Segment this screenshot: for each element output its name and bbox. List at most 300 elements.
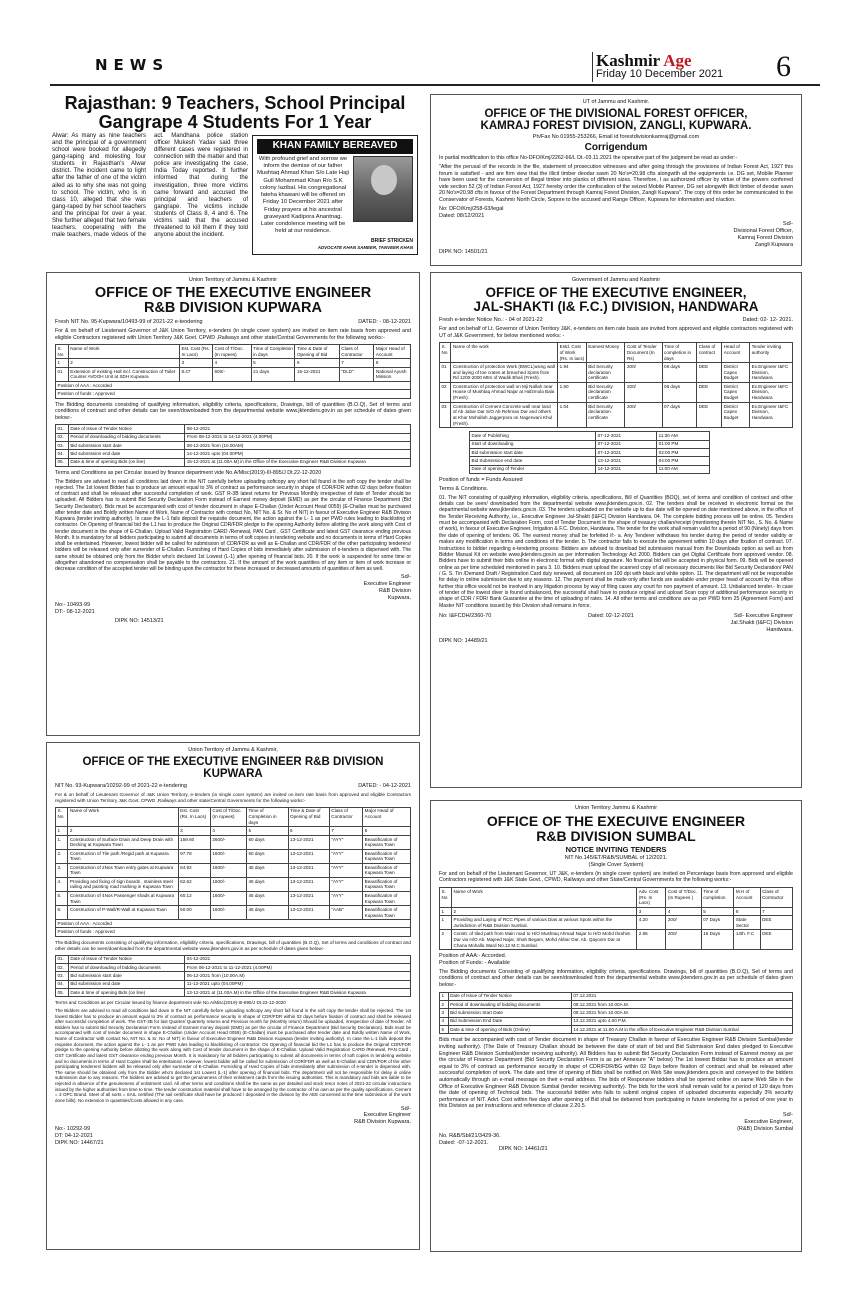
ad-signature (55, 574, 411, 602)
table-cell: 15-12-2021 at (11.00A.M) in the Office of the Executive Engineer R&B Division Kupwara (185, 458, 411, 466)
table-cell: District Capex Budget (722, 402, 750, 428)
table-cell: 13-12-2021 at (11.00A.M) in the Office of the Executive Engineer R&B Division Kupwara (185, 988, 411, 996)
table-row (56, 892, 411, 906)
ad-title-line-1: OFFICE OF THE EXECUTIVE ENGINEER (94, 284, 372, 301)
table-row (56, 980, 411, 988)
table-header-cell: Cost of Tender Document (In Rs) (625, 343, 662, 363)
ad-dated: Dated: 02- 12- 2021. (742, 317, 793, 324)
ad-ref-dated: DT:- 08-12-2021 (55, 608, 95, 615)
page-number: 6 (776, 50, 791, 83)
ad-title-line-2: KAMRAJ FOREST DIVISION, ZANGLI, KUPWARA. (480, 119, 752, 132)
table-cell: Construction of 2Nos Town entry gates at Kupwara Town (68, 863, 178, 877)
ad-ut: Government of Jammu and Kashmir (571, 277, 661, 283)
table-cell: 13.12.2021 upto 4.00 P.M. (571, 1017, 792, 1025)
sign-line: Sd/- (782, 221, 793, 228)
sign-line: Sd/- (400, 1105, 411, 1112)
table-number-cell: 3 (637, 907, 666, 915)
table-cell: Beautification of Kupwara Town (363, 863, 411, 877)
table-row (56, 849, 411, 863)
table-cell: National Ayush Mission (374, 367, 411, 381)
table-cell: 02. (56, 433, 69, 441)
rb-kupwara-tender-ad-1 (46, 272, 420, 736)
ad-intro: In partial modification to this office No-DFO/Kmj/2262-66/L Dt.-03.11.2021 the operative part of the judgment be read as under:- (439, 155, 738, 162)
dfo-corrigendum-ad (430, 94, 802, 266)
table-row (56, 433, 411, 441)
table-row (440, 992, 793, 1000)
ad-body: "After the perusal of the records in the file, statement of prosecution witnesses and after going through the provisions of Indian Forest Act, 1927 this forum is satisfied - and are firm view that the illicit timber deodar sawn 20 No's=20.98 cfts alongwith all the equipments i.e. DG set, Mobile Planner have been used for the conversion of illegal timber into planks of different sizes. Therefore, I as authorized officer by virtue of the powers conferred vide section 52 (3) of Indian Forest Act, 1927 hereby order the confiscation of the seized Mobile Planner, DG set alongwith illicit timber of deodar sawn 20 No's=20.98 cfts in favour of the Forest Department through Kamraj Forest Division, Zangli Kupwara". The copy of this order be communicated to the Conservator of Forests, Kashmir North Circle, Sopore to the accused and Range Officer, Kupwara for information and n/action. (439, 163, 793, 204)
table-cell: Beautification of Kupwara Town (363, 835, 411, 849)
table-cell: 11:30 AM (657, 432, 710, 440)
table-row (56, 955, 411, 963)
table-header-cell: Class of contract (697, 343, 722, 363)
works-table (55, 344, 411, 398)
ad-notice: NOTICE INVITING TENDERS (565, 845, 667, 855)
table-cell: 45 days (246, 906, 288, 920)
ad-title-line-2: R&B DIVISION SUMBAL (536, 827, 696, 844)
ad-ut: Union Territory of Jammu & Kashmir, (188, 747, 278, 753)
table-number-cell: 5 (701, 907, 734, 915)
table-header-cell: Class of Contractor (329, 807, 362, 827)
table-cell: 08-12-2021 (185, 425, 411, 433)
table-cell: Ex.Engineer I&FC Division, Handwara (750, 363, 793, 383)
sign-line: Sd/- (782, 1112, 793, 1118)
table-cell: Providing and fixing of sign boards , stainless steel railing and painting road marking in Kupwara Town (68, 877, 178, 891)
table-cell: Extension of existing Hall incl. Construction of Toilet Counter AVDOH Unit at SDH Kupwara (68, 367, 179, 381)
table-cell: 02. (56, 963, 69, 971)
table-cell: 03. (56, 972, 69, 980)
table-cell: 06 days (662, 363, 697, 383)
table-header-cell: Cost of T/Doc. (In Rupees ) (666, 888, 701, 908)
table-cell: Beautification of Kupwara Town (363, 892, 411, 906)
ad-ref: No:- 10493-99 (55, 601, 91, 608)
table-cell: 1.04 (558, 402, 587, 428)
ad-title-line-1: OFFICE OF THE EXECUIVE ENGINEER (486, 812, 746, 829)
ad-docs: The Bidding documents Consisting of qualifying information, eligibility criteria, specifications. Drawings, bill of quantities (B.O.Q), Set of terms and conditions of contract and other details can be seen/downloaded from the departmental website www.jktenders.gov.in as per schedule of dates given below:- (439, 968, 793, 989)
table-cell: 200/ (625, 402, 662, 428)
table-number-cell: 6 (295, 359, 339, 367)
ad-nit-row (439, 317, 793, 324)
table-cell: 1.50 (558, 382, 587, 402)
table-cell: 60.12 (178, 892, 210, 906)
sign-line: Executive Engineer (363, 581, 411, 588)
table-cell: 64.92 (178, 863, 210, 877)
table-number-cell: 8 (374, 359, 411, 367)
table-cell: Construction of Surface Drain and Deep Drain with Decking at Kupwara Town (68, 835, 178, 849)
table-header-cell: Name of Work (68, 345, 179, 359)
table-cell: 45 days (246, 863, 288, 877)
ad-terms-head: Terms & Conditions. (439, 485, 489, 492)
table-cell: DEE (760, 916, 792, 930)
table-row (470, 457, 710, 465)
table-number-cell: 7 (760, 907, 792, 915)
sign-line: Sd/- Executive Engineer (733, 613, 793, 620)
table-cell: 04. (56, 450, 69, 458)
table-cell: 08.12.2021 from 10.00A.M. (571, 1009, 792, 1017)
ad-funds: Position of funds = Funds Assured (439, 476, 523, 483)
issue-date: Friday 10 December 2021 (596, 68, 724, 80)
ad-nit-row (55, 319, 411, 326)
table-cell: Constt. of tiled path from Main road to H/O Mushtaq Ahmad Najar to H/O Mohd Ibrahim Dar via H/O Ab. Majeed Najar, Shah Begam, Mohd Akbar Dar, Ab. Qayoom Dar at Chana Mohalla Ward No.12 M.C Sumbal. (452, 930, 637, 950)
ad-terms-head: Terms and Conditions as per Circular issued by finance department vide No.A/Misc(2019)-III-895/J Dt.22-12-2020 (55, 469, 322, 476)
table-row (440, 1000, 793, 1008)
table-row (470, 448, 710, 456)
table-cell: 04-12-2021 (185, 955, 411, 963)
table-cell: Bid submission Start Date (448, 1009, 571, 1017)
ad-intro: For & on behalf of Lieutenant Governor of J&K Union Territory, e-tenders (in single cover system) are invited on item rate basis from approved and eligible Contractors registered with Union Territory J&K Govt. CPWD ,Railways and other state/Central Governments for the following works:- (55, 791, 411, 803)
table-header-cell: Head of Account (722, 343, 750, 363)
table-cell: "AYY" (329, 863, 362, 877)
table-number-row (56, 827, 411, 835)
table-cell: 13-12-2021 (288, 835, 329, 849)
ad-dipk: DIPK NO: 14513/21 (115, 617, 164, 624)
table-header-cell: Name of Work (452, 888, 637, 908)
table-cell: 600/- (213, 367, 252, 381)
table-cell: 14th. F.C (734, 930, 760, 950)
table-cell: Construction of protection wall on Mji Nallah near House of Mushtaq Ahmad Najar at Hafzmula Bala (Fresh). (451, 382, 558, 402)
sign-line: Handwara. (766, 626, 793, 633)
table-row (440, 930, 793, 950)
table-row (440, 1017, 793, 1025)
table-cell: 07-12-2021 (596, 440, 657, 448)
table-number-cell: 1 (56, 359, 69, 367)
table-cell: DEE (697, 382, 722, 402)
table-cell: 04. (56, 980, 69, 988)
table-cell: 14-12-2021 upto (04.00PM) (185, 450, 411, 458)
table-cell: "AYY" (329, 877, 362, 891)
table-cell: 05. (56, 458, 69, 466)
table-cell: Date of issue of Tender Notice (68, 955, 184, 963)
ad-ut: UT of Jammu and Kashmir. (582, 99, 650, 105)
sign-line: Zangli Kupwara (754, 242, 793, 249)
table-row (470, 432, 710, 440)
table-cell: 97.78 (178, 849, 210, 863)
table-cell: Period of downloading of bidding documents (68, 433, 184, 441)
table-cell: 08-12-2021 from (10.00AM) (185, 442, 411, 450)
table-header-cell: Estd. Cost of Work (Rs. In lacs) (558, 343, 587, 363)
table-cell: 08.12.2021 from 10.00A.M. (571, 1000, 792, 1008)
table-cell: Beautification of Kupwara Town (363, 877, 411, 891)
table-header-cell: Adv. Cost (Rs. In Lacs) (637, 888, 666, 908)
table-cell: 50.00 (178, 906, 210, 920)
ad-intro: For & on behalf of Lieutenant Governor of J&K Union Territory, e-tenders (in single cover system) are invited on item rate basis from approved and eligible Contractors registered with Union Territory J&K Govt. CPWD ,Railways and other state/Central Governments for the following works:- (55, 328, 411, 341)
sign-line: (R&B) Division Sumbal (737, 1125, 793, 1132)
table-cell: State Sector (734, 916, 760, 930)
table-row (56, 928, 411, 936)
table-row (440, 1009, 793, 1017)
sign-line: Kamraj Forest Division (737, 235, 793, 242)
table-header-cell: M.H of Account (734, 888, 760, 908)
table-row (56, 863, 411, 877)
table-header-cell: Tender inviting authority (750, 343, 793, 363)
jal-shakti-tender-ad (430, 272, 802, 788)
table-cell: 07-12-2021 (596, 432, 657, 440)
table-number-cell: 3 (179, 359, 212, 367)
table-cell: Beautification of Kupwara Town (363, 906, 411, 920)
table-header-cell: Time of completion in days (662, 343, 697, 363)
table-header-cell: Cost of T/Doc. (In rupees) (213, 345, 252, 359)
table-cell: 5 (440, 1025, 449, 1033)
table-cell: Period of downloading of bidding documents (68, 963, 184, 971)
table-cell: 21 days (251, 367, 295, 381)
table-cell: 200/ (666, 930, 701, 950)
ad-nit: NIT No.145/ET/R&B/SUMBAL of 12/2021. (564, 855, 668, 862)
table-cell: Date of Publishing (470, 432, 596, 440)
table-cell: "DLD" (339, 367, 374, 381)
table-cell: 01. (56, 425, 69, 433)
table-row (56, 835, 411, 849)
ad-ref: No: I&FCDH/2360-70 (439, 613, 492, 620)
table-cell: Bid Security declaration certificate (586, 402, 625, 428)
table-row (440, 402, 793, 428)
story-body: Alwar: As many as nine teachers and the principal of a government school were booked for allegedly gang-raping and molesting four students in Rajasthan's Alwar district. The incident came to light after the father of one of the victim ailed as to why she was not going to school. The victim, who is in class 10, alleged that she was gang-raped by her school teachers and the principal for over a year. She further alleged that two female teachers, cooperating with the male teachers, made videos of the act. Mandhana police station officer Mukesh Yadav said three different cases were registered in connection with the matter and that police are investigating the case, India Today reported. It further informed that during the investigation, three more victims came forward and accused the principal and teachers of gangrape. The victims include students of Class 8, 4 and 6. The victims said that the accused threatened to kill them if they told anyone about the incident. (52, 133, 248, 239)
ad-nit-row (55, 783, 411, 790)
table-cell: Bid submission start date (470, 448, 596, 456)
table-cell: 03 (440, 402, 451, 428)
story-headline: Rajasthan: 9 Teachers, School Principal Gangrape 4 Students For 1 Year (64, 93, 406, 133)
table-number-cell: 8 (363, 827, 411, 835)
table-header-cell: S. No (56, 807, 68, 827)
table-cell: 11:00 AM (657, 465, 710, 473)
sign-line: Divisional Forest Officer, (733, 228, 793, 235)
table-header-cell: Name of the work (451, 343, 558, 363)
table-cell: Bid Submission end date (470, 457, 596, 465)
table-header-cell: Earnest Money (586, 343, 625, 363)
table-header-cell: S. No (440, 888, 452, 908)
ad-ut: Union Territory of Jammu & Kashmir (188, 277, 278, 283)
table-header-row (56, 807, 411, 827)
table-header-cell: Class of Contractor (339, 345, 374, 359)
table-row (470, 440, 710, 448)
ad-terms: The Bidders are advised to read all conditions laid down in the NIT carefully before uploading softcopy any short fall found in the soft copy the tender shall be rejected. The 1st lowest Bidder has to produce an amount equal to 3% of contract as performance security in shape of CDR/FDR within 02 days before fixation of contract and shall be released after successful completion of work. GST R-3B latest returns for Previous Monthly irrespective of date of Tender should be uploaded. All Bidders has to submit Bid Security Declaration Form instead of Earnest money deposit (EMD) as per the circular of Finance Department (Bid Security Declaration). Bids must be accompanied with cost of tender document in shape E-Challan (Under Account Head 0059) (E-Challan must be purchased after tender date and Boldly written Name of Work, Name of Contractor with contact No, NIT No. & Sr. No of NIT) in favour of Executive Engineer R&B Division Kupwara (tender inviting authority). In case the L-1 fails deposit the requisite document, the action against the L- 1 as per PWD rules leading to blacklisting of contractor. On Opening of financial bid the L1 has to produce the Original CDR/FDR pledge to the opening Authority before allotting the work along with Cost of tender document in the shape of E-Challan. Upload Valid Registration CARD /Renewal, PAN Card , GST Certificate and latest GST clearance ending previous Month. It is mandatory for all bidders participating to submit all documents in terms of soft copies in tendering website and no documents in terms of Hard Copies shall be entertained. However, lowest bidder will be called for submission of CDR/FDR as well as E-Challan and CDR/FDR of the other participating tenderers/ bidders will be released only after surrender of E-Challan. Furnishing of Hard Copies of bids immediately after submission of e-tenders is dispensed with. The same should be obtained only from the Bidder who's declared 1st Lowest (L-1) after opening of financial bids. 20. If the work is suspended for some time or altogether abandoned no compensation shall be payable to the contractors. 21. If the amount of the work quantities of any item or item of work increase or decrease condition of the accepted tender will be binding upon the contractor for these increased or decreased amounts of quantities of item as well. (55, 478, 411, 573)
ad-title-line-2: JAL-SHAKTI (I& F.C.) DIVISION, HANDWARA (473, 299, 759, 315)
ad-ref-dated: DT: 04-12-2021 (55, 1133, 93, 1140)
ad-terms: Bids must be accompanied with cost of Tender document in shape of Treasury Challan in favour of Executive Engineer R&B Division Sumbal(tender inviting authority). (The Date of Treasury Challan should be between the date of start of bid and Bid Submission End dates pledged to Executive Engineer R&B Division Sumbal(tender receiving authority). All Bidders has to submit Bid Security Declaration Form instead of Earnest money as per the circular of Finance Department (Bid Security Declaration Form is as per Annexure "A" below) The 1st lowest Biddar has to produce an amount equal to 3% of contract as performance security in shape of CDR/FDR/BG within 02 Days before fixation of contract and shall be released after successful completion of work. The date and time of opening of Bids shall be notified on Web Site www.jktenders.gov.in and conveyed to the bidders automatically through an e-mail message on their e-mail address. The bids of Responsive bidders shall be opened online on same Web Site in the Office of Executive Engineer R&B Division Sumbal (tender receiving authority). The bids for the work shall remain valid for a period of 120 days from the date of opening of Technical bids. The successful bidder who fails to submit original copies of uploaded documents especially 3% security performance of NIT. Advt. Cost within five days after opening of Bid shall be debarred from participating in future tendering for a period of one year in this Division as per instructions and reference of clause 2.20.5. (439, 1037, 793, 1110)
table-cell: District Capex Budget (722, 382, 750, 402)
table-header-cell: Time of completion (701, 888, 734, 908)
table-cell: Date of opening of Tender (470, 465, 596, 473)
table-cell: From 06-12-2021 to 11-12-2021 (4.00PM) (185, 963, 411, 971)
table-cell: 1 (440, 916, 452, 930)
works-table (439, 342, 793, 428)
ad-ref-dated: Dated: -07-12-2021. (439, 1139, 489, 1146)
ad-dipk: DIPK NO: 14501/21 (439, 248, 488, 255)
table-cell: 14-12-2021 (596, 465, 657, 473)
table-header-cell: Time & Date of Opening of Bid (295, 345, 339, 359)
table-row (56, 920, 411, 928)
header-rule (50, 84, 820, 86)
page-header (0, 0, 848, 88)
table-row (56, 425, 411, 433)
ad-nit: NIT No. 93-Kupwara/10292-99 of 2021-22 e-tendering (55, 783, 187, 789)
table-row (440, 1025, 793, 1033)
table-header-cell: Time of Completion in days (251, 345, 295, 359)
header-divider (592, 52, 593, 82)
ad-dated: Dated: 08/12/2021 (439, 212, 485, 219)
sign-line: Sd/- (400, 574, 411, 581)
table-cell: Date & time of opening Bids (on line) (68, 458, 184, 466)
ad-funds: Position of Funds: - Available (439, 959, 510, 966)
table-cell: 200/ (666, 916, 701, 930)
table-cell: Bid submission end date (68, 980, 184, 988)
table-cell: 200/ (625, 382, 662, 402)
table-cell: Bid Security declaration certificate (586, 382, 625, 402)
ad-title: OFFICE OF THE EXECUTIVE ENGINEER R&B DIVISION KUPWARA (82, 755, 384, 780)
table-number-cell: 5 (251, 359, 295, 367)
table-cell: 01 (56, 367, 69, 381)
ad-dipk: DIPK NO: 14489/21 (439, 637, 488, 644)
table-number-cell: 4 (213, 359, 252, 367)
table-cell: 04:00 PM (657, 457, 710, 465)
table-cell: DEE (697, 402, 722, 428)
table-cell: 13-12-2021 (596, 457, 657, 465)
table-cell: 4.20 (637, 916, 666, 930)
table-number-cell: 5 (246, 827, 288, 835)
ad-title (55, 286, 411, 316)
table-cell: 1600/- (210, 892, 246, 906)
table-cell: 13-12-2021 (288, 849, 329, 863)
brand-accent: Age (663, 51, 692, 70)
table-number-cell: 7 (329, 827, 362, 835)
obituary-box (252, 135, 418, 255)
table-row (440, 916, 793, 930)
ad-signature (439, 1112, 793, 1133)
table-header-cell: Major Head of Account (374, 345, 411, 359)
obituary-heading: KHAN FAMILY BEREAVED (257, 139, 413, 154)
table-cell: 15 Days (701, 930, 734, 950)
table-cell: 1600/- (210, 906, 246, 920)
table-cell: Bid submission end date (68, 450, 184, 458)
table-row (440, 363, 793, 383)
table-cell: 1 (440, 992, 449, 1000)
table-header-cell: Cost of T/Doc. (In rupees) (210, 807, 246, 827)
table-number-cell: 6 (734, 907, 760, 915)
table-cell: 4 (440, 1017, 449, 1025)
table-cell: 159.60 (178, 835, 210, 849)
table-header-cell: Time & Date of Opening of Bid (288, 807, 329, 827)
ad-ref-dated: Dated: 02-12-2021 (588, 613, 634, 620)
table-header-row (440, 888, 793, 908)
table-number-cell: 2 (68, 827, 178, 835)
table-cell: 06 days (662, 382, 697, 402)
table-cell: 1600/- (210, 877, 246, 891)
table-cell: 3. (56, 863, 68, 877)
sign-line: Executive Engineer, (744, 1118, 793, 1125)
ad-terms: 01. The NIT consisting of qualifying information, eligibility criteria, specifications, Bill of Quantities (BOQ), set of terms and condition of contract and other details can be seen/ downloaded from the departmental website www.jktenders.gov.in. 02. The tenders shall be received in electronic format on the departmental website www.jktenders.gov.in. 03. The tenders uploaded on the website up to due date will be opened on date mentioned above, in the office of the Tender Receiving Authority, i.e., Executive Engineer Jal-Shakti (I&FC) Division Handwara. 04. The complete bidding process will be online. 05. Tenders must be accompanied with Declaration Form, cost of Tender Document in the shape of treasury challan/receipt (mentioning therein NIT No., S. No. & Name of work), in favour of Executive Engineer, Irrigation & F.C. Division, Handwara. The tender for the work shall remain valid for a period of 90 (Ninety) days from the date of opening of tenders. 06. The earnest money shall be forfeited if:- a. Any Tenderer withdraws his tender during the period of tender validity or makes any modification in terms and conditions of the tender. b. The contractor fails to execute the agreement within 10 days after fixation of contract. 07. Instructions to bidder regarding e-tendering process: Bidders are advised to download bid submission manual from the Downloads option as well as from Bidder Manual Kit on website www.jktenders.gov.in as per information Technology Act 2000. Bidders can get Digital Certificate from approved vendor. 08. Bidders have to submit their bids online in electronic format with digital signature. No financial bid will be accepted in physical form. 09. Bids will be opened online as per time scheduled mentioned in para 3. 10. Bidders must upload the scanned copy of all necessary documents like Bid Security Declaration/ PAN / G. S. Tin /Demand Draft / Registration Card duly renewed, all document on 100 dpi with black and white option. 11. The department will not be responsible for delay in online submission due to any reasons. 12. The payment shall be made only after funds are available under proper head of account by this office further this office would not be involved in any litigation process by way of filing cases any court for non payment of amount. 13. Unbalanced tender.- In case of tender of the lowest diver is found unbalanced, the successful shall have to produce original and upload Scan copy of additional performance security in shape of CDR / FDR/ Bank Guarantee at the time of uploading of rates. 14. All other terms and conditions are as per PWD form 25 (Agreement Form) and Master NIT conditions issued by this Division shall remains in force. (439, 494, 793, 609)
table-cell: Construction of Cement Concrete wall near land of Ab Jabar Dar S/O Ab Rehman Dar and others at Khar Mohallah Jaggerpora on Nagerwani Khul (Fresh). (451, 402, 558, 428)
table-cell: Construction of P-Wall/R-Wall at Kupwara Town (68, 906, 178, 920)
table-cell: DEE (760, 930, 792, 950)
table-header-cell: S. No (56, 345, 69, 359)
table-number-cell: 6 (288, 827, 329, 835)
schedule-table (55, 424, 411, 467)
table-cell: Ex.Engineer I&FC Division, Handwara (750, 382, 793, 402)
ad-terms: The Bidders are advised to read all conditions laid down in the NIT carefully before uploading softcopy any short fall found in the soft copy the tender shall be rejected. The 1st lowest Bidder has to produce an amount equal to 3% of contract as performance security in shape of CDR/FDR within 02 days before fixation of contract and shall be released after successful completion of work. The GST-3B for last Quarter/ Quarterly returns and Previous month for (Monthly return) Should be uploaded, irrespective of date of Tender. All Bidders has to submit Bid Security Declaration Form instead of Earnest money deposit (EMD) as per the circular of Finance Department (Bid Security Declaration). Bids must be accompanied with cost of tender document in shape E-Challan (Under Account Head 0059) (E-Challan) must be purchased after tender date and Boldly written Name of Work, Name of Contractor with contact No, NIT No. & Sr. No of NIT) in favour of Executive Engineer R&B Division Kupwara (tender inviting authority). In case the L-1 fails deposit the requisite document, the action against the L- 1 as per PWD rules leading to blacklisting of contractor. On Opening of financial bid the L1 has to produce the Original CDR/FDR pledge to the opening Authority before allotting the work along with Cost of tender document in the shape of E-Challan. Upload Valid Registration CARD /Renewal, PAN Card , GST Certificate and latest GST clearance ending previous Month. It is mandatory for all bidders participating to submit all documents in terms of soft copies in tendering website and no documents in terms of Hard Copies shall be entertained. However, lowest bidder will be called for submission of CDR/FDR as well as E-Challan and CDR/FDR of the other participating tenderers/ bidders will be released only after surrender of E-Challan. Furnishing of Hard Copies of bids immediately after submission of e-tender is dispensed with. The same should be obtained only from the Bidder who's declared 1st Lowest (L-1) after opening of financial bids. The department will not be responsible for delay in online submission due to any reasons. The bidders are advised to get the genuineness of their enlistment cards from the issuing authorities. This is mandatory and bids are liable to be rejected in absence of the genuineness of enlistment card. All other terms and conditions shall be the same as per detailed and stock tenor notes of 2021-22 circular instructions issued by the higher authorities from time to time. The tender construction material shall have to be arranged by the contractor of his own as per the quality specifications. Cement = 3 OPC Brand. Steel of all sorts = SAIL certified (The sail certificate shall have be produced / deposited in the division by the AEE concerned at the time submission of the work done bills). No extension in quantities/Costs allowed in any case. (55, 1007, 411, 1103)
table-cell: 02 (440, 382, 451, 402)
table-row (56, 963, 411, 971)
table-cell: Construction of 4Nos Passenger shads at Kupwara Town (68, 892, 178, 906)
table-number-cell: 2 (452, 907, 637, 915)
table-cell: "AYY" (329, 849, 362, 863)
section-label: NEWS (95, 56, 170, 74)
table-cell: 6. (56, 906, 68, 920)
ad-terms-head: Terms and Conditions as per Circular issued by finance department vide No.A/Misc(2019)-III-895/J Dt.22-12-2020 (55, 1000, 286, 1006)
ad-nit: Fresh NIT No. 95-Kupwara/10493-99 of 2021-22 e-tendering (55, 319, 203, 326)
ad-title-line-2: R&B DIVISION KUPWARA (143, 300, 323, 317)
table-cell: 45 days (246, 892, 288, 906)
table-cell: 11-12-2021 upto (04.00PM) (185, 980, 411, 988)
table-cell: 2 (440, 930, 452, 950)
table-cell: 200/ (625, 363, 662, 383)
sign-line: Executive Engineer (363, 1112, 411, 1119)
funds-position: Position of funds : Approved (56, 928, 411, 936)
rb-kupwara-tender-ad-2 (46, 742, 420, 1250)
table-cell: Construction of protection Work (BWCL)using wall and laying of toe crates at breached Spots from Rd 1200-2000 Mtrs of Wadik Bhali (Fresh). (451, 363, 558, 383)
table-cell: From 08-12-2021 to 14-12-2021 (4.00PM) (185, 433, 411, 441)
table-cell: Ex.Engineer I&FC Division, Handwara (750, 402, 793, 428)
ad-notice: Corrigendum (584, 141, 648, 153)
ad-ref: No. R&B/Sbl/21/3429-36. (439, 1132, 501, 1139)
table-number-cell: 4 (666, 907, 701, 915)
table-number-cell: 1 (56, 827, 68, 835)
table-row (470, 465, 710, 473)
table-cell: 05. (56, 988, 69, 996)
sign-line: Jal.Shakti (I&FC) Division (730, 619, 793, 626)
ad-dated: DATED: - 04-12-2021 (358, 783, 411, 789)
table-header-cell: Major Head of Account (363, 807, 411, 827)
ad-ref: No:- 10292-99 (55, 1126, 91, 1133)
funds-position: Position of funds : Approved (56, 390, 411, 398)
ad-ref: No: DFO/Kmj/258-63/legal (439, 205, 504, 212)
table-cell: 2600/- (210, 835, 246, 849)
table-number-cell: 3 (178, 827, 210, 835)
table-cell: Date & time of opening of Bids (Online) (448, 1025, 571, 1033)
ad-dipk: DIPK NO: 14461/21 (499, 1146, 548, 1153)
table-cell: Date & time of opening Bids (on line) (68, 988, 184, 996)
brand-main: Kashmir (596, 51, 660, 70)
table-cell: Date of issue of Tender Notice (68, 425, 184, 433)
table-number-row (440, 907, 793, 915)
table-number-cell: 7 (339, 359, 374, 367)
table-cell: "AYY" (329, 835, 362, 849)
schedule-table (469, 431, 710, 474)
ad-title (439, 108, 793, 132)
table-cell: 07.12.2021 (571, 992, 792, 1000)
table-cell: 2.65 (637, 930, 666, 950)
table-header-cell: Time of Completion in days (246, 807, 288, 827)
ad-title-line-1: OFFICE OF THE EXECUTIVE ENGINEER, (485, 284, 747, 300)
obituary-footer-2: ADVOCATE KHAN SAMEER, TANVEER KHAN (317, 244, 413, 250)
sign-line: R&B Division (378, 588, 411, 595)
ad-intro: For and on behalf of the Lieutenant Governor, UT J&K, e-tenders (in single cover system) are invited on Percentage basis from approved and eligible Contractors registered with J&K State Govt., CPWD, Railways and other State/Central Governments for the following works:- (439, 870, 793, 884)
table-row (56, 877, 411, 891)
table-cell: 60 days (246, 835, 288, 849)
table-row (56, 442, 411, 450)
table-cell: 14.12.2021 at 11.00 A.M in the office of Executive Engineer R&B Division Sumbal (571, 1025, 792, 1033)
table-cell: 01. (56, 955, 69, 963)
table-header-cell: Est. Cost (Rs. In Lacs) (178, 807, 210, 827)
ad-signature (55, 1106, 411, 1127)
table-number-cell: 4 (210, 827, 246, 835)
table-cell: 02:00 PM (657, 448, 710, 456)
ad-docs: The Bidding documents consisting of qualifying information, eligibility criteria, specifications, Drawings, bill of quantities (B.O.Q), Set of terms and conditions of contract and other details can be seen/downloaded from the departmental website www.jktenders.gov.in as per schedule of dates given below:- (55, 939, 411, 951)
ad-contact: Ph/Fax No 01955-253266, Email id forestdivisionkamraj@gmail.com (532, 134, 700, 140)
ad-dipk: DIPK NO: 14467/21 (55, 1139, 104, 1146)
table-cell: 2. (56, 849, 68, 863)
ad-nit: Fresh e-tender Notice No.: - 04 of 2021-22 (439, 317, 543, 324)
ad-docs: The Bidding documents consisting of qualifying information, eligibility criteria, specifications, Drawings, bill of quantities (B.O.Q), Set of terms and conditions of contract and other details can be seen/downloaded from the departmental website www.jktenders.gov.in as per schedule of dates given below:- (55, 401, 411, 421)
table-number-cell: 2 (68, 359, 179, 367)
table-row (56, 906, 411, 920)
